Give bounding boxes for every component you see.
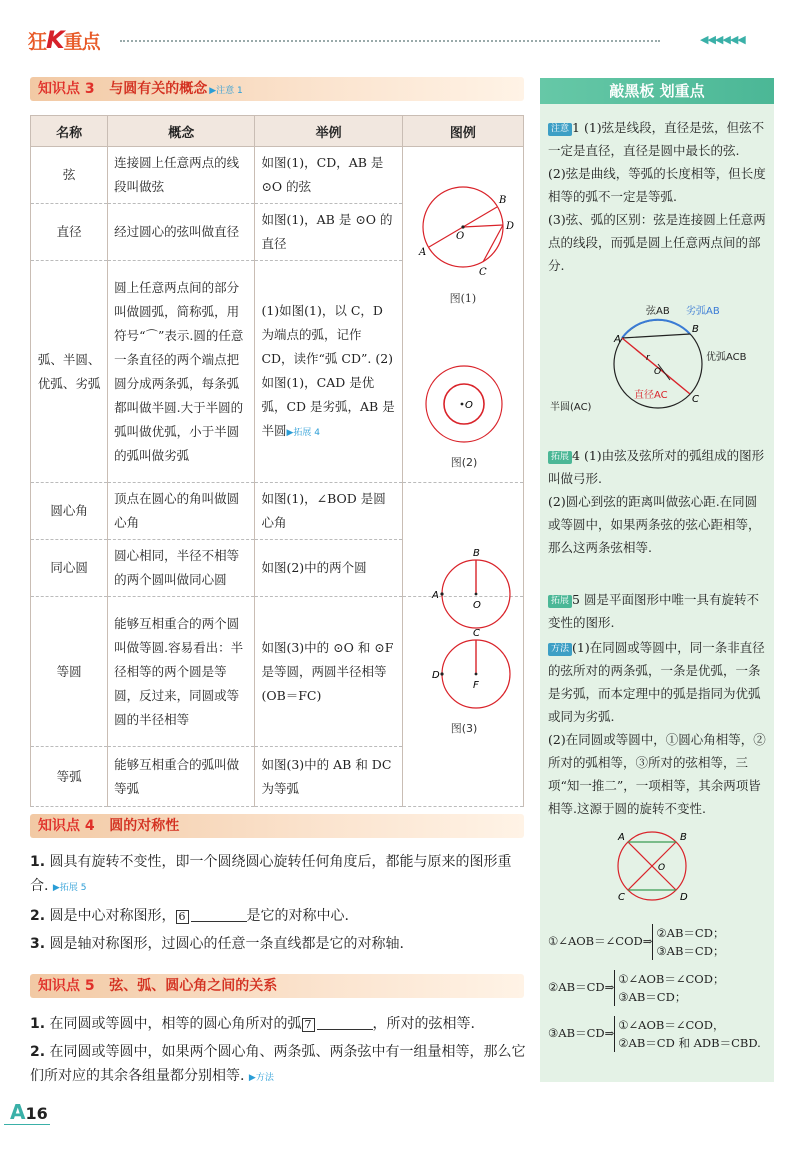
- svg-text:C: C: [692, 394, 699, 405]
- svg-text:C: C: [478, 267, 487, 278]
- section4-item-3: 3. 圆是轴对称图形，过圆心的任意一条直线都是它的对称轴.: [30, 936, 404, 952]
- figure-2-caption: 图(2): [450, 456, 478, 469]
- col-header-example: 举例: [255, 116, 402, 147]
- row-concept: 圆上任意两点间的部分叫做圆弧，简称弧，用符号“⌒”表示.圆的任意一条直径的两个端点把圆分成两条弧，每条弧都叫做半圆.大于半圆的弧叫做优弧，小于半圆的弧叫做劣弧: [108, 261, 255, 483]
- svg-text:F: F: [473, 680, 479, 691]
- row-example: 如图(2)中的两个圆: [255, 540, 402, 597]
- sidebar-title: 敲黑板 划重点: [540, 78, 774, 104]
- figure-3-equal-circles: [404, 546, 524, 716]
- svg-text:B: B: [692, 324, 699, 335]
- row-concept: 能够互相重合的弧叫做等弧: [108, 747, 255, 807]
- section3-heading: 知识点 3 与圆有关的概念 ▶注意 1: [30, 77, 524, 101]
- sidebar-note-1: 注意 1 (1)弦是线段，直径是弦，但弦不一定是直径，直径是圆中最长的弦. (2)弦是曲线，等弧的长度相等，但长度相等的弧不一定是等弧. (3)弦、弧的区别：弦是连接圆上任意两点的线段，而弧是圆上任意两点间的部分.: [548, 120, 766, 273]
- row-name: 弧、半圆、优弧、劣弧: [31, 261, 108, 483]
- row-name: 同心圆: [31, 540, 108, 597]
- svg-text:O: O: [654, 367, 662, 377]
- figure-1-caption: 图(1): [449, 292, 477, 305]
- svg-text:A: A: [614, 334, 621, 345]
- header-arrows-icon: ◀◀◀◀◀◀: [700, 33, 745, 46]
- row-concept: 圆心相同，半径不相等的两个圆叫做同心圆: [108, 540, 255, 597]
- svg-text:B: B: [473, 548, 480, 559]
- row-name: 等弧: [31, 747, 108, 807]
- svg-text:O: O: [473, 600, 481, 611]
- row-example: 如图(3)中的 AB 和 DC 为等弧: [255, 747, 402, 807]
- row-example: 如图(1)，∠BOD 是圆心角: [255, 483, 402, 540]
- header-divider: [120, 40, 660, 42]
- svg-text:A: A: [618, 832, 625, 843]
- svg-text:C: C: [473, 628, 480, 639]
- row-example: 如图(3)中的 ⊙O 和 ⊙F 是等圆，两圆半径相等(OB＝FC): [255, 597, 402, 747]
- svg-text:D: D: [432, 670, 440, 681]
- sidebar-extend-4: 拓展 4 (1)由弦及弦所对的弧组成的图形叫做弓形. (2)圆心到弦的距离叫做弦心距.在同圆或等圆中，如果两条弦的弦心距相等，那么这两条弦相等.: [548, 448, 765, 555]
- method-ref-link[interactable]: ▶方法: [248, 1073, 274, 1083]
- row-example: 如图(1)，AB 是 ⊙O 的直径: [255, 204, 402, 261]
- section5-heading: 知识点 5 弦、弧、圆心角之间的关系: [30, 974, 524, 998]
- row-name: 等圆: [31, 597, 108, 747]
- svg-text:B: B: [498, 195, 507, 206]
- svg-text:D: D: [505, 221, 514, 232]
- row-name: 圆心角: [31, 483, 108, 540]
- section4-item-1: 1. 圆具有旋转不变性，即一个圆绕圆心旋转任何角度后，都能与原来的图形重合. ▶拓展 5: [30, 854, 512, 894]
- sidebar-extend-5: 拓展 5 圆是平面图形中唯一具有旋转不变性的图形.: [548, 592, 759, 630]
- col-header-figure: 图例: [402, 116, 523, 147]
- section4-heading: 知识点 4 圆的对称性: [30, 814, 524, 838]
- svg-text:半圆(AC): 半圆(AC): [550, 402, 592, 413]
- extend-ref-link[interactable]: ▶拓展 4: [286, 427, 320, 438]
- figure-1-circle: [403, 147, 523, 287]
- svg-text:优弧ACB: 优弧ACB: [706, 352, 747, 363]
- figure-2-concentric-circles: [404, 360, 524, 450]
- sidebar-formula-3: ③AB＝CD⇒①∠AOB＝∠COD， ②AB＝CD 和 ADB＝CBD.: [548, 1018, 761, 1050]
- sidebar-method: 方法 (1)在同圆或等圆中，同一条非直径的弦所对的两条弧，一条是优弧，一条是劣弧，而本定理中的弧是指同为优弧或同为劣弧. (2)在同圆或等圆中，①圆心角相等，②所对的弧相等，③所对的弦相等，三项“知一推二”，一项相等，其余两项皆相等.这源于圆的旋转不变性.: [548, 640, 766, 816]
- svg-text:弦AB: 弦AB: [646, 306, 670, 317]
- svg-text:劣弧AB: 劣弧AB: [686, 306, 720, 317]
- figure-3: [404, 546, 524, 736]
- svg-text:O: O: [455, 231, 465, 242]
- row-name: 弦: [31, 147, 108, 204]
- row-concept: 经过圆心的弦叫做直径: [108, 204, 255, 261]
- sidebar-central-angle-figure: [600, 826, 710, 906]
- col-header-concept: 概念: [108, 116, 255, 147]
- row-example: 如图(1)，CD，AB 是 ⊙O 的弦: [255, 147, 402, 204]
- section5-item-2: 2. 在同圆或等圆中，如果两个圆心角、两条弧、两条弦中有一组量相等，那么它们所对应的其余各组量都分别相等. ▶方法: [30, 1044, 526, 1084]
- figure-2: [404, 360, 524, 470]
- svg-text:O: O: [465, 400, 473, 411]
- figure-3-caption: 图(3): [450, 722, 478, 735]
- note-ref-link[interactable]: ▶注意 1: [209, 86, 243, 96]
- fill-blank-7[interactable]: [317, 1013, 373, 1030]
- section5-item-1: 1. 在同圆或等圆中，相等的圆心角所对的弧 7 ，所对的弦相等.: [30, 1012, 526, 1036]
- row-example: (1)如图(1)，以 C，D 为端点的弧，记作 CD，读作“弧 CD”. (2)如图(1)，CAD 是优弧，CD 是劣弧，AB 是半圆▶拓展 4: [255, 261, 402, 483]
- svg-text:A: A: [432, 590, 439, 601]
- row-concept: 连接圆上任意两点的线段叫做弦: [108, 147, 255, 204]
- page-number: A16: [10, 1100, 48, 1124]
- section4-item-2: 2. 圆是中心对称图形， 6 是它的对称中心.: [30, 904, 526, 928]
- row-concept: 能够互相重合的两个圆叫做等圆.容易看出：半径相等的两个圆是等圆，反过来，同圆或等圆的半径相等: [108, 597, 255, 747]
- page-number-underline: [4, 1124, 50, 1125]
- brand-logo: 狂K重点: [28, 26, 100, 54]
- svg-text:直径AC: 直径AC: [634, 390, 668, 401]
- row-concept: 顶点在圆心的角叫做圆心角: [108, 483, 255, 540]
- fill-blank-6[interactable]: [191, 905, 247, 922]
- svg-text:D: D: [680, 892, 688, 903]
- svg-text:B: B: [680, 832, 687, 843]
- svg-text:C: C: [618, 892, 625, 903]
- sidebar-chord-arc-figure: [548, 302, 768, 422]
- col-header-name: 名称: [31, 116, 108, 147]
- svg-text:r: r: [646, 353, 650, 363]
- svg-text:A: A: [418, 247, 427, 258]
- sidebar-formula-2: ②AB＝CD⇒①∠AOB＝∠COD； ③AB＝CD；: [548, 972, 725, 1004]
- row-name: 直径: [31, 204, 108, 261]
- svg-text:O: O: [658, 863, 666, 873]
- extend-ref-link[interactable]: ▶拓展 5: [52, 883, 87, 893]
- sidebar-formula-1: ①∠AOB＝∠COD⇒②AB＝CD； ③AB＝CD；: [548, 926, 725, 958]
